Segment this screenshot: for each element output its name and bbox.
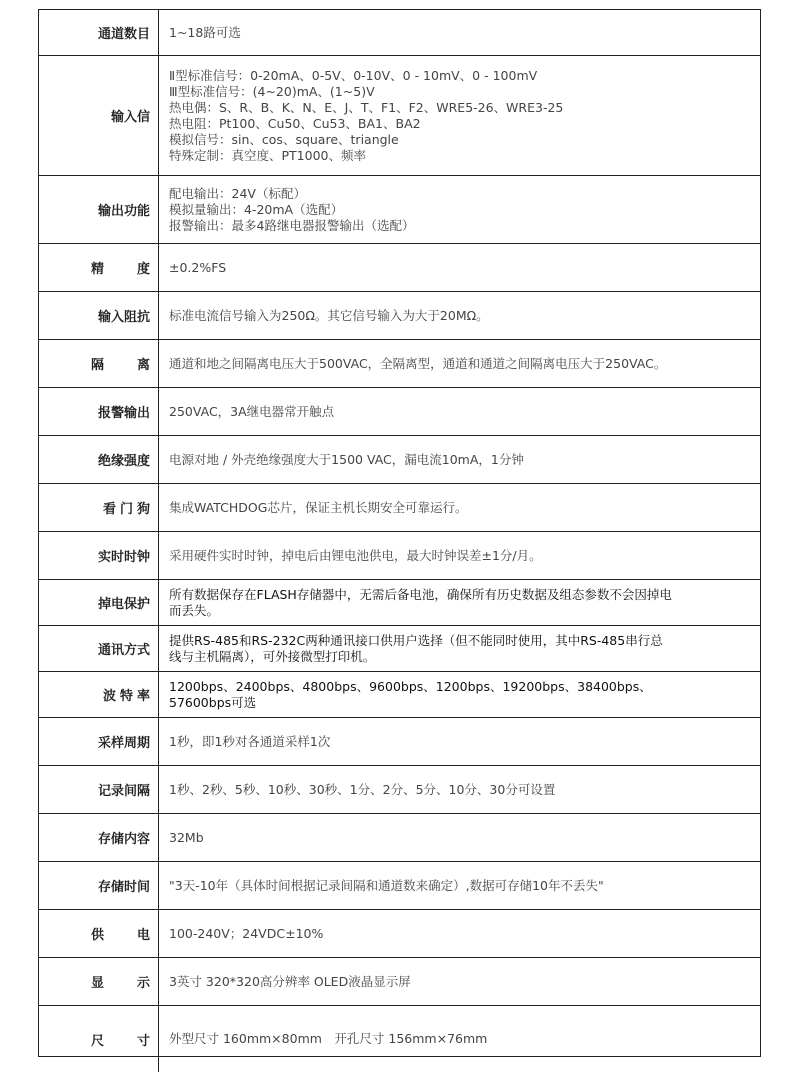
spec-value — [159, 436, 760, 484]
spec-label — [39, 910, 159, 958]
spec-label — [39, 436, 159, 484]
spec-label-text: 通道数目 — [97, 27, 150, 42]
spec-value-line: 1200bps、2400bps、4800bps、9600bps、1200bps、19200bps、38400bps、 — [169, 678, 652, 694]
spec-label-text: 精 度 — [90, 262, 160, 277]
spec-value — [159, 766, 760, 814]
spec-label-text: 隔 离 — [90, 358, 160, 373]
spec-label — [39, 862, 159, 910]
spec-label-text: 存储时间 — [97, 880, 150, 895]
spec-label — [39, 1006, 159, 1072]
spec-value-line: 所有数据保存在FLASH存储器中，无需后备电池，确保所有历史数据及组态参数不会因掉电 — [169, 586, 672, 602]
spec-value-line: 提供RS-485和RS-232C两种通讯接口供用户选择（但不能同时使用，其中RS-485串行总 — [169, 632, 663, 648]
spec-label — [39, 340, 159, 388]
spec-label-text: 输入信 — [110, 110, 150, 125]
spec-value — [159, 958, 760, 1006]
spec-value — [159, 340, 760, 388]
spec-label-text: 掉电保护 — [97, 597, 150, 612]
spec-value-line: 模拟信号：sin、cos、square、triangle — [169, 131, 399, 147]
spec-label — [39, 56, 159, 176]
spec-label — [39, 292, 159, 340]
spec-label — [39, 580, 159, 626]
spec-value-line: 而丢失。 — [169, 602, 220, 618]
spec-value-line: 1~18路可选 — [169, 24, 241, 40]
spec-value — [159, 626, 760, 672]
spec-value-line: 标准电流信号输入为250Ω。其它信号输入为大于20MΩ。 — [169, 307, 489, 323]
spec-label-text: 输出功能 — [97, 204, 150, 219]
spec-value — [159, 244, 760, 292]
spec-value-line: 1秒、2秒、5秒、10秒、30秒、1分、2分、5分、10分、30分可设置 — [169, 781, 556, 797]
spec-value-line: 57600bps可选 — [169, 694, 257, 710]
spec-label-text: 显 示 — [90, 976, 160, 991]
spec-value — [159, 910, 760, 958]
spec-value-line: "3天-10年（具体时间根据记录间隔和通道数来确定）,数据可存储10年不丢失" — [169, 877, 604, 893]
spec-label-text: 通讯方式 — [97, 643, 150, 658]
spec-label — [39, 814, 159, 862]
spec-value — [159, 56, 760, 176]
spec-value — [159, 484, 760, 532]
spec-label — [39, 176, 159, 244]
spec-value-line: 3英寸 320*320高分辨率 OLED液晶显示屏 — [169, 973, 411, 989]
spec-label-text: 波特率 — [102, 689, 154, 704]
spec-value — [159, 532, 760, 580]
spec-value-line: 采用硬件实时时钟，掉电后由锂电池供电，最大时钟误差±1分/月。 — [169, 547, 542, 563]
spec-value-line: 模拟量输出：4-20mA（选配） — [169, 201, 344, 217]
spec-label-text: 报警输出 — [97, 406, 150, 421]
spec-label — [39, 766, 159, 814]
spec-value-line: 通道和地之间隔离电压大于500VAC，全隔离型，通道和通道之间隔离电压大于250VAC。 — [169, 355, 667, 371]
spec-value — [159, 862, 760, 910]
spec-value-line: 32Mb — [169, 829, 204, 845]
spec-label — [39, 244, 159, 292]
spec-value — [159, 176, 760, 244]
spec-label-text: 看门狗 — [102, 502, 154, 517]
spec-value-line: Ⅱ型标准信号：0-20mA、0-5V、0-10V、0 - 10mV、0 - 100mV — [169, 67, 538, 83]
spec-value — [159, 718, 760, 766]
spec-value-line: 报警输出：最多4路继电器报警输出（选配） — [169, 217, 415, 233]
spec-label-text: 实时时钟 — [97, 550, 150, 565]
spec-label-text: 记录间隔 — [97, 784, 150, 799]
spec-label — [39, 718, 159, 766]
spec-value — [159, 672, 760, 718]
spec-value — [159, 10, 760, 56]
spec-value-line: 集成WATCHDOG芯片，保证主机长期安全可靠运行。 — [169, 499, 468, 515]
spec-value-line: 特殊定制：真空度、PT1000、频率 — [169, 147, 366, 163]
spec-value-line: 配电输出：24V（标配） — [169, 185, 306, 201]
spec-value — [159, 292, 760, 340]
spec-label-text: 供 电 — [90, 928, 160, 943]
spec-label — [39, 626, 159, 672]
spec-value-line: 热电偶：S、R、B、K、N、E、J、T、F1、F2、WRE5-26、WRE3-25 — [169, 99, 564, 115]
spec-label-text: 输入阻抗 — [97, 310, 150, 325]
spec-value-line: 热电阻：Pt100、Cu50、Cu53、BA1、BA2 — [169, 115, 421, 131]
spec-table — [38, 9, 761, 1057]
spec-value-line: 外型尺寸 160mm×80mm 开孔尺寸 156mm×76mm — [169, 1031, 488, 1046]
spec-value — [159, 1006, 760, 1072]
spec-value-line: 电源对地 / 外壳绝缘强度大于1500 VAC，漏电流10mA，1分钟 — [169, 451, 524, 467]
spec-label — [39, 532, 159, 580]
spec-label — [39, 484, 159, 532]
spec-value — [159, 388, 760, 436]
spec-label-text: 存储内容 — [97, 832, 150, 847]
spec-value-line: 1秒，即1秒对各通道采样1次 — [169, 733, 331, 749]
spec-value — [159, 580, 760, 626]
spec-value-line: ±0.2%FS — [169, 259, 227, 275]
spec-label — [39, 672, 159, 718]
spec-value-line: 100-240V；24VDC±10% — [169, 925, 324, 941]
spec-label — [39, 10, 159, 56]
spec-label — [39, 388, 159, 436]
spec-label-text: 绝缘强度 — [97, 454, 150, 469]
spec-label — [39, 958, 159, 1006]
spec-label-text: 尺 寸 — [90, 1033, 160, 1049]
spec-value-line: Ⅲ型标准信号：(4~20)mA、(1~5)V — [169, 83, 375, 99]
spec-label-text: 采样周期 — [97, 736, 150, 751]
spec-value-line: 250VAC，3A继电器常开触点 — [169, 403, 335, 419]
spec-value — [159, 814, 760, 862]
spec-value-line: 线与主机隔离），可外接微型打印机。 — [169, 648, 376, 664]
